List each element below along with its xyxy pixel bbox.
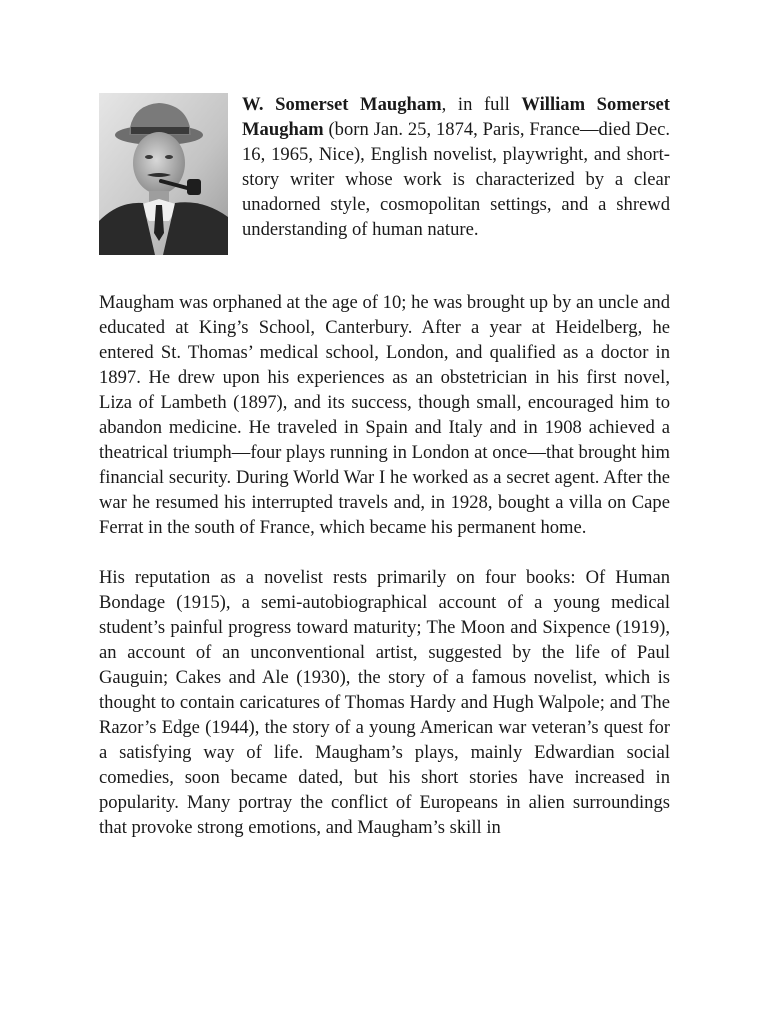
body-paragraph-early-life: Maugham was orphaned at the age of 10; he was brought up by an uncle and educated at King’s School, Canterbury. After a year at Heidelberg, he entered St. Thomas’ medical school, London, and qualified as a doctor in 1897. He drew upon his experiences as an obstetrician in his first novel, Liza of Lambeth (1897), and its success, though small, encouraged him to abandon medicine. He traveled in Spain and Italy and in 1908 achieved a theatrical triumph—four plays running in London at once—that brought him financial security. During World War I he worked as a secret agent. After the war he resumed his interrupted travels and, in 1928, bought a villa on Cape Ferrat in the south of France, which became his permanent home.: [99, 292, 670, 538]
document-page: [99, 92, 670, 840]
intro-rest-text: (born Jan. 25, 1874, Paris, France—died Dec. 16, 1965, Nice), English novelist, playwright, and short-story writer whose work is characterized by a clear unadorned style, cosmopolitan settings, and a shrewd understanding of human nature.: [242, 119, 670, 240]
author-full-name: William Somerset Maugham: [242, 94, 670, 140]
body-paragraph-reputation: His reputation as a novelist rests primarily on four books: Of Human Bondage (1915), a semi-autobiographical account of a young medical student’s painful progress toward maturity; The Moon and Sixpence (1919), an account of an unconventional artist, suggested by the life of Paul Gauguin; Cakes and Ale (1930), the story of a famous novelist, which is thought to contain caricatures of Thomas Hardy and Hugh Walpole; and The Razor’s Edge (1944), the story of a young American war veteran’s quest for a satisfying way of life. Maugham’s plays, mainly Edwardian social comedies, soon became dated, but his short stories have increased in popularity. Many portray the conflict of Europeans in alien surroundings that provoke strong emotions, and Maugham’s skill in: [99, 567, 670, 838]
intro-paragraph: [242, 92, 670, 242]
in-full-text: , in full: [441, 94, 522, 115]
author-name: W. Somerset Maugham: [242, 94, 442, 115]
intro-section: [99, 92, 670, 270]
author-portrait: [99, 93, 228, 255]
